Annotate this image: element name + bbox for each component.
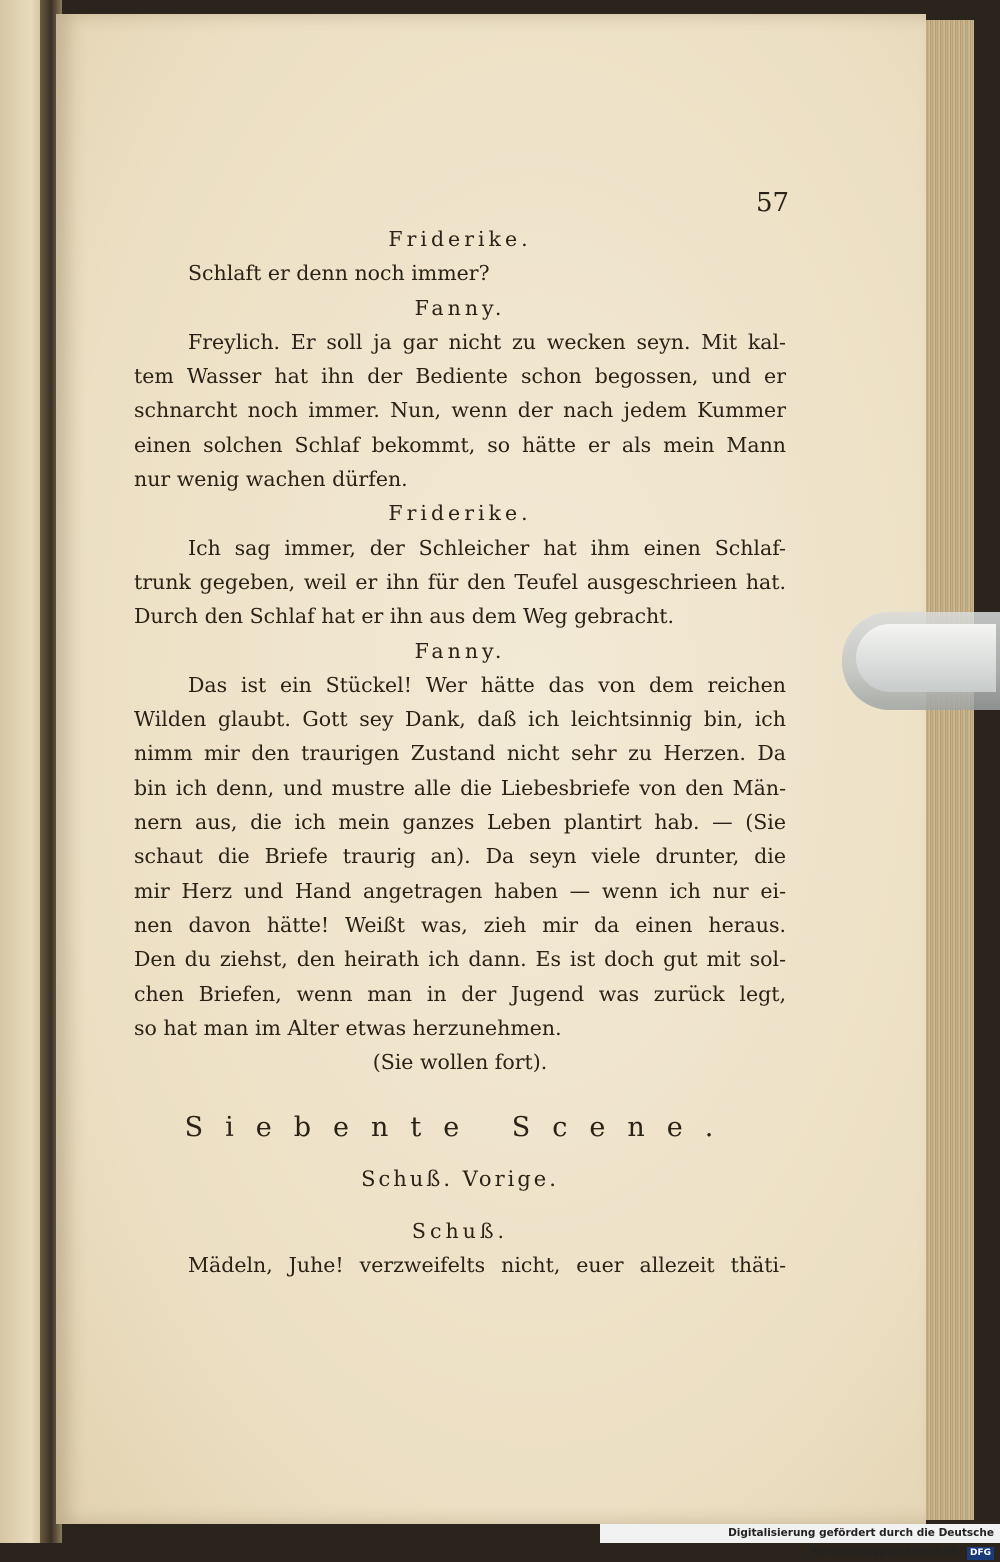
text-line: schnarcht noch immer. Nun, wenn der nach jedem Kummer <box>134 398 786 423</box>
speaker-name: Schuß. <box>411 1219 509 1244</box>
text-line: trunk gegeben, weil er ihn für den Teufel ausgeschrieen hat. <box>134 569 786 594</box>
page-stack-edge <box>926 20 974 1520</box>
text-line: schaut die Briefe traurig an). Da seyn viele drunter, die <box>134 844 786 869</box>
text-line: bin ich denn, und mustre alle die Liebesbriefe von den Män- <box>134 775 786 800</box>
text-line: nen davon hätte! Weißt was, zieh mir da einen heraus. <box>134 912 786 937</box>
text-line: Schlaft er denn noch immer? <box>188 261 490 286</box>
stage-direction: (Sie wollen fort). <box>372 1050 548 1075</box>
digitization-credit <box>600 1524 1000 1558</box>
text-line: Das ist ein Stückel! Wer hätte das von dem reichen <box>188 672 786 697</box>
page-text <box>134 222 786 1283</box>
text-line: einen solchen Schlaf bekommt, so hätte er als mein Mann <box>134 432 786 457</box>
speaker-name: Friderike. <box>388 501 532 526</box>
text-line: so hat man im Alter etwas herzunehmen. <box>134 1015 562 1040</box>
text-line: tem Wasser hat ihn der Bediente schon begossen, und er <box>134 364 786 389</box>
scan-color-tab-highlight <box>856 624 996 692</box>
speaker-name: Fanny. <box>414 295 506 320</box>
text-line: Durch den Schlaf hat er ihn aus dem Weg gebracht. <box>134 604 675 629</box>
text-line: nur wenig wachen dürfen. <box>134 467 408 492</box>
text-line: Wilden glaubt. Gott sey Dank, daß ich leichtsinnig bin, ich <box>134 707 786 732</box>
text-line: chen Briefen, wenn man in der Jugend was zurück legt, <box>134 981 786 1006</box>
text-line: Freylich. Er soll ja gar nicht zu wecken seyn. Mit kal- <box>188 329 786 354</box>
scene-cast: Schuß. Vorige. <box>361 1166 559 1191</box>
dfg-logo: DFG <box>967 1547 994 1560</box>
credit-text: Digitalisierung gefördert durch die Deutsche Forschungsgemeinschaft <box>728 1527 994 1558</box>
speaker-name: Friderike. <box>388 227 532 251</box>
text-line: mir Herz und Hand angetragen haben — wenn ich nur ei- <box>134 878 786 903</box>
text-line: nern aus, die ich mein ganzes Leben plantirt hab. — (Sie <box>134 810 786 835</box>
text-line: Den du ziehst, den heirath ich dann. Es ist doch gut mit sol- <box>134 947 786 972</box>
page-number: 57 <box>756 188 790 218</box>
text-line: nimm mir den traurigen Zustand nicht sehr zu Herzen. Da <box>134 741 786 766</box>
speaker-name: Fanny. <box>414 638 506 663</box>
scene-title: Siebente Scene. <box>184 1112 736 1144</box>
text-line: Ich sag immer, der Schleicher hat ihm einen Schlaf- <box>188 535 786 560</box>
text-line: Mädeln, Juhe! verzweifelts nicht, euer allezeit thäti- <box>188 1253 786 1278</box>
